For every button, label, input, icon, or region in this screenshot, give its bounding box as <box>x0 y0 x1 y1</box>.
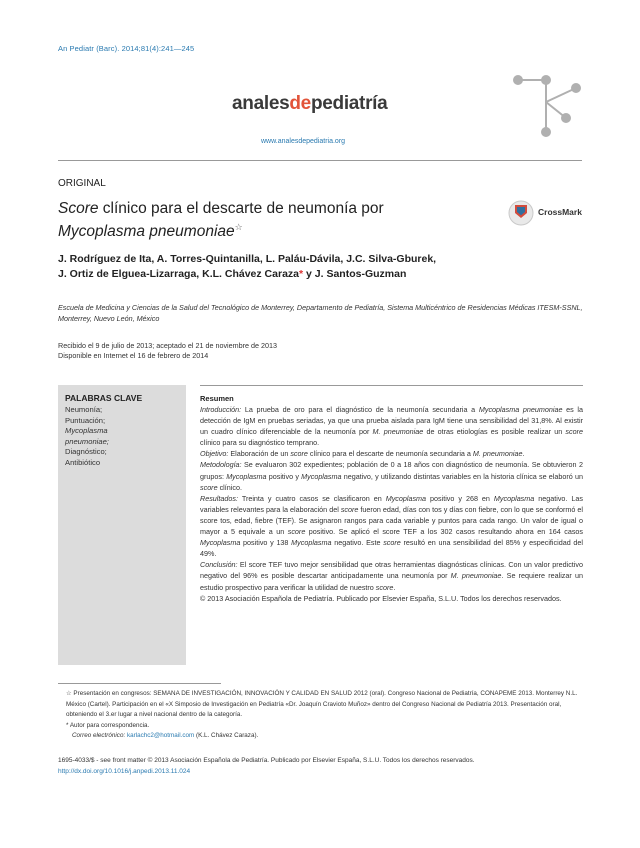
footnote-star-mark: ☆ <box>66 690 72 697</box>
abstract-results: Resultados: Treinta y cuatro casos se clasificaron en Mycoplasma positivo y 268 en Mycoplasma negativo. Las variables relevantes para la elaboración del score fueron edad, días con tos y días con fiebre, con lo que se conformó el score tos, edad, fiebre (TEF). Se asignaron rangos para cada variable y puntos para cada rango. Un valor de igual o mayor a 5 equivale a un score positivo. Se aplicó el score TEF a los 302 casos resultando ahora en 164 casos Mycoplasma positivo y 138 Mycoplasma negativo. Este score resultó en una sensibilidad del 85% y especificidad del 49%. <box>200 493 584 559</box>
title-italic-score: Score <box>58 200 99 217</box>
affiliation: Escuela de Medicina y Ciencias de la Salud del Tecnológico de Monterrey, Departamento de Pediatría, Sistema Multicéntrico de Residencias Médicas ITESM-SSNL, Monterrey, Nuevo León, México <box>58 303 583 323</box>
title-footnote-mark[interactable]: ☆ <box>234 222 243 232</box>
footnote-corresponding: * Autor para correspondencia. <box>66 721 150 729</box>
logo-prefix: anales <box>232 93 290 114</box>
abstract-body <box>200 404 583 604</box>
logo-suffix: pediatría <box>310 93 388 114</box>
received-date: Recibido el 9 de julio de 2013; aceptado el 21 de noviembre de 2013 <box>58 341 277 350</box>
journal-logo <box>232 93 387 115</box>
abstract-top-rule <box>200 385 583 386</box>
email-link[interactable]: karlachc2@hotmail.com <box>126 732 195 739</box>
footnote-presentation: ☆ Presentación en congresos: SEMANA DE INVESTIGACIÓN, INNOVACIÓN Y CALIDAD EN SALUD 2012 (oral). Congreso Nacional de Pediatría, CONAPEME 2013. Monterrey N.L. México (Cartel). Participación en el «X Simposio de Investigación en Pediatría «Dr. Joaquín Cravioto Muñoz» dentro del Congreso Nacional de Pediatría 2013. Presentación oral, obteniendo el 3.er lugar a nivel nacional dentro de la categoría. <box>66 690 578 718</box>
doi-link[interactable]: http://dx.doi.org/10.1016/j.anpedi.2013.11.024 <box>58 767 191 775</box>
online-date: Disponible en Internet el 16 de febrero de 2014 <box>58 351 209 360</box>
journal-url-link[interactable]: www.analesdepediatria.org <box>261 138 346 145</box>
journal-citation: An Pediatr (Barc). 2014;81(4):241—245 <box>58 44 195 53</box>
footnote-divider <box>58 683 221 684</box>
abstract-heading: Resumen <box>200 394 234 403</box>
authors-line-1: J. Rodríguez de Ita, A. Torres-Quintanilla, L. Paláu-Dávila, J.C. Silva-Gburek, <box>58 253 437 265</box>
abstract-methodology: Metodología: Se evaluaron 302 expedientes; población de 0 a 18 años con diagnóstico de neumonía. Se obtuvieron 2 grupos: Mycoplasma positivo y Mycoplasma negativo, y utilizando distintas variables en la historia clínica se elaboró un score clínico. <box>200 460 583 492</box>
abstract-conclusion: Conclusión: El score TEF tuvo mejor sensibilidad que otras herramientas diagnósticas clínicas. Con un valor predictivo negativo del 96% es posible descartar anticipadamente una neumonía por M. pneumoniae. Se requiere realizar un estudio prospectivo para verificar la utilidad de nuestro score. <box>200 560 583 592</box>
authors-line-2: J. Ortiz de Elguea-Lizarraga, K.L. Chávez Caraza* y J. Santos-Guzman <box>58 268 407 280</box>
section-label: ORIGINAL <box>58 178 106 189</box>
abstract-objective: Objetivo: Elaboración de un score clínico para el descarte de neumonía secundaria a M. pneumoniae. <box>200 449 525 459</box>
keyword-item: Puntuación; <box>65 415 106 425</box>
keyword-item: Antibiótico <box>65 457 101 467</box>
keywords-title: PALABRAS CLAVE <box>65 393 143 403</box>
journal-logo-graphic-icon <box>508 74 588 140</box>
footnotes <box>58 689 583 742</box>
title-text: clínico para el descarte de neumonía por <box>98 200 384 217</box>
issn-block <box>58 756 583 777</box>
title-italic-organism: Mycoplasma pneumoniae <box>58 223 235 241</box>
corresponding-author-mark[interactable]: * <box>299 268 304 280</box>
abstract-copyright: © 2013 Asociación Española de Pediatría. Publicado por Elsevier España, S.L.U. Todos los derechos reservados. <box>200 593 562 603</box>
footnote-email: Correo electrónico: karlachc2@hotmail.com (K.L. Chávez Caraza). <box>72 732 259 739</box>
issn-line: 1695-4033/$ - see front matter © 2013 Asociación Española de Pediatría. Publicado por Elsevier España, S.L.U. Todos los derechos reservados. <box>58 757 475 764</box>
keyword-item: Diagnóstico; <box>65 447 107 456</box>
keyword-item: Neumonía; <box>65 405 103 414</box>
abstract-introduction: Introducción: La prueba de oro para el diagnóstico de la neumonía secundaria a Mycoplasma pneumoniae es la detección de IgM en pruebas seriadas, ya que una prueba aislada para IgM tiene una sensibilidad del 31,8%. Al existir un cuadro clínico diferenciable de la neumonía por M. pneumoniae de otras etiologías es posible realizar un score clínico para su diagnóstico temprano. <box>200 405 584 448</box>
keyword-item: Mycoplasma <box>65 426 108 435</box>
article-dates <box>58 341 277 361</box>
article-title <box>58 199 448 241</box>
crossmark-icon[interactable] <box>508 200 534 226</box>
header-divider <box>58 160 582 161</box>
logo-de: de <box>289 93 311 114</box>
footnote-author-mark: * <box>66 721 69 729</box>
keyword-item: pneumoniae; <box>65 436 109 446</box>
author-list <box>58 252 558 282</box>
keywords-list <box>65 405 109 468</box>
crossmark-label[interactable]: CrossMark <box>538 207 582 217</box>
